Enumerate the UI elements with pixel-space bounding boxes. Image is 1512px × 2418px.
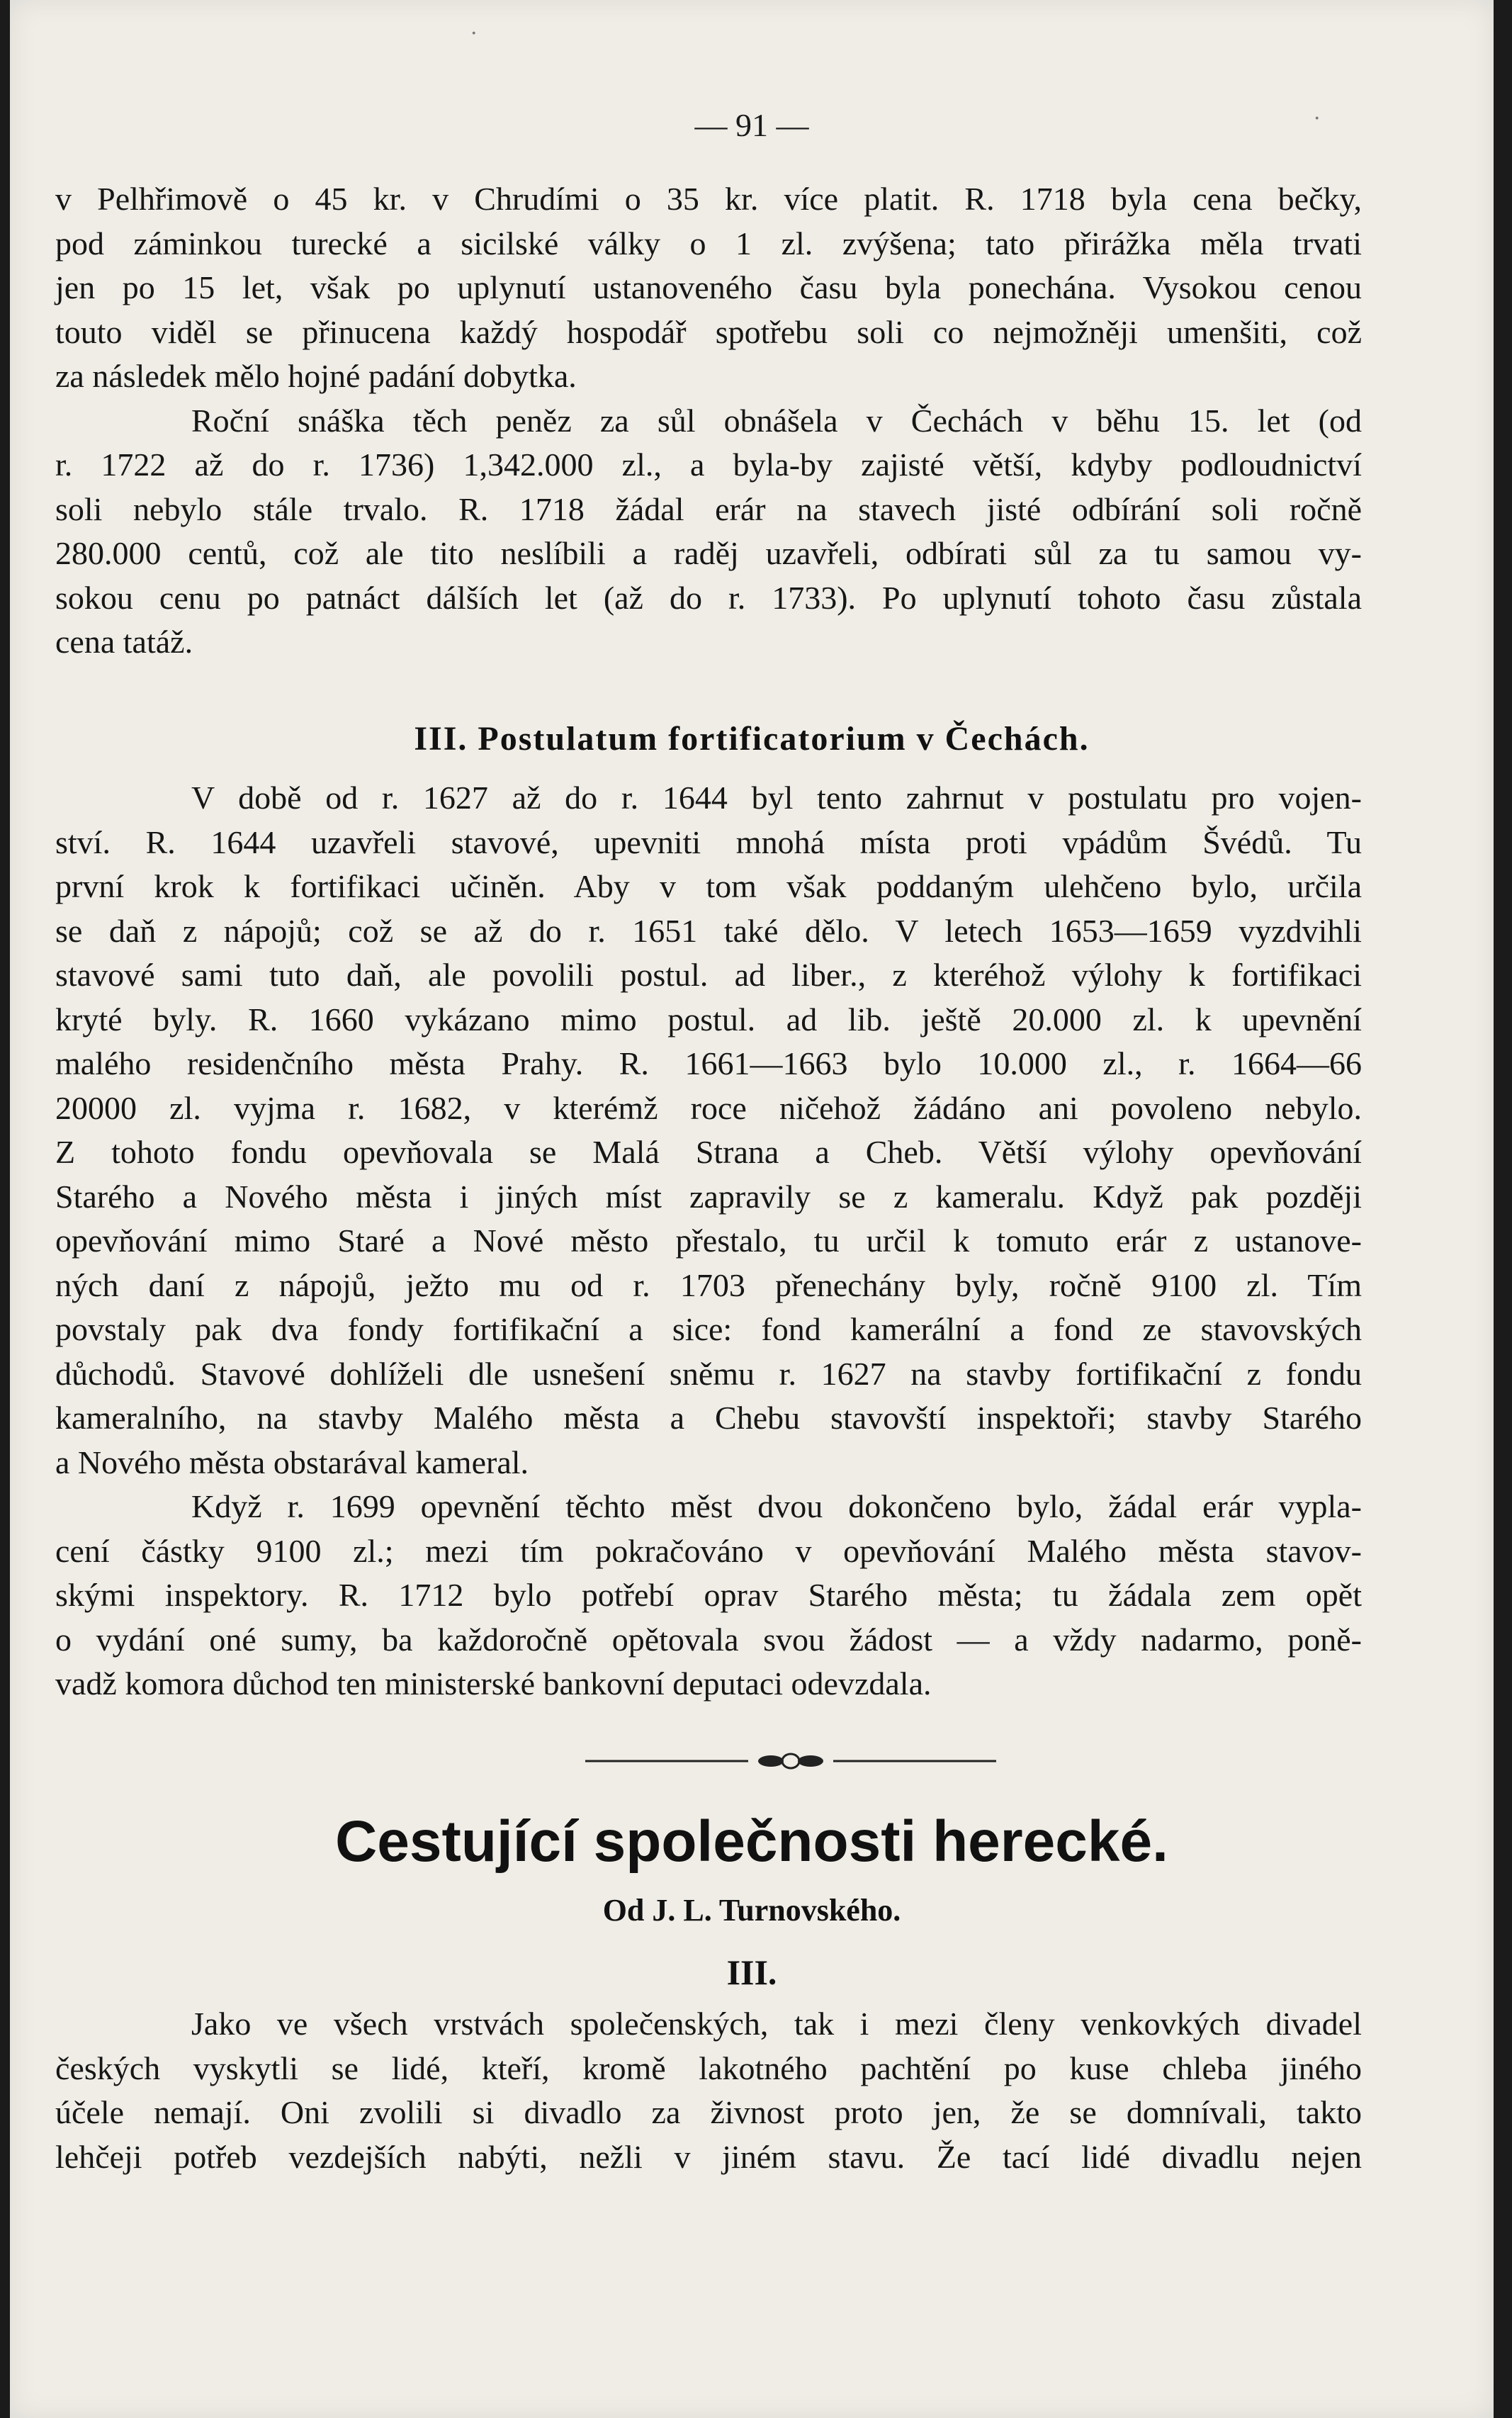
- text-line: první krok k fortifikaci učiněn. Aby v tom však poddaným ulehčeno bylo, určila: [55, 868, 1362, 904]
- document-page: [10, 0, 1494, 2418]
- text-line: ných daní z nápojů, ježto mu od r. 1703 přenechány byly, ročně 9100 zl. Tím: [55, 1266, 1362, 1303]
- text-line: českých vyskytli se lidé, kteří, kromě lakotného pachtění po kuse chleba jiného: [55, 2049, 1362, 2086]
- text-line: stavové sami tuto daň, ale povolili postul. ad liber., z kteréhož výlohy k fortifikaci: [55, 957, 1362, 993]
- text-line: v Pelhřimově o 45 kr. v Chrudími o 35 kr. více platit. R. 1718 byla cena bečky,: [55, 181, 1362, 217]
- text-line: a Nového města obstarával kameral.: [55, 1444, 529, 1480]
- text-line: V době od r. 1627 až do r. 1644 byl tento zahrnut v postulatu pro vojen-: [191, 780, 1362, 816]
- text-line: jen po 15 let, však po uplynutí ustanoveného času byla ponechána. Vysokou cenou: [55, 269, 1362, 305]
- scan-speck: ·: [1314, 106, 1321, 131]
- text-line: touto viděl se přinucena každý hospodář spotřebu soli co nejmožněji umenšiti, což: [55, 313, 1362, 350]
- text-line: lehčeji potřeb vezdejších nabýti, nežli v jiném stavu. Že tací lidé divadlu nejen: [55, 2138, 1362, 2175]
- text-line: cení částky 9100 zl.; mezi tím pokračováno v opevňování Malého města stavov-: [55, 1532, 1362, 1569]
- text-line: Z tohoto fondu opevňovala se Malá Strana a Cheb. Větší výlohy opevňování: [55, 1134, 1362, 1170]
- text-line: malého residenčního města Prahy. R. 1661—1663 bylo 10.000 zl., r. 1664—66: [55, 1045, 1362, 1081]
- text-line: soli nebylo stále trvalo. R. 1718 žádal erár na stavech jisté odbírání soli ročně: [55, 490, 1362, 527]
- text-line: ství. R. 1644 uzavřeli stavové, upevniti mnohá místa proti vpádům Švédů. Tu: [55, 823, 1362, 860]
- text-line: se daň z nápojů; což se až do r. 1651 také dělo. V letech 1653—1659 vyzdvihli: [55, 912, 1362, 949]
- text-line: kryté byly. R. 1660 vykázano mimo postul. ad lib. ještě 20.000 zl. k upevnění: [55, 1001, 1362, 1038]
- scan-speck: ·: [470, 21, 478, 46]
- intro-text: [55, 183, 1362, 670]
- section-heading: III. Postulatum fortificatorium v Čechách.: [414, 720, 1090, 758]
- text-line: Starého a Nového města i jiných míst zapravily se z kameralu. Když pak později: [55, 1178, 1362, 1215]
- text-line: kameralního, na stavby Malého města a Chebu stavovští inspektoři; stavby Starého: [55, 1400, 1362, 1436]
- text-line: účele nemají. Oni zvolili si divadlo za živnost proto jen, že se domnívali, takto: [55, 2094, 1362, 2130]
- text-line: pod záminkou turecké a sicilské války o 1 zl. zvýšena; tato přirážka měla trvati: [55, 225, 1362, 262]
- text-line: důchodů. Stavové dohlíželi dle usnešení sněmu r. 1627 na stavby fortifikační z fondu: [55, 1355, 1362, 1392]
- article-byline: Od J. L. Turnovského.: [602, 1893, 901, 1928]
- ornament-divider: [585, 1750, 996, 1772]
- text-line: cena tatáž.: [55, 624, 193, 660]
- text-line: 280.000 centů, což ale tito neslíbili a raděj uzavřeli, odbírati sůl za tu samou vy-: [55, 535, 1362, 571]
- text-line: opevňování mimo Staré a Nové město přestalo, tu určil k tomuto erár z ustanove-: [55, 1222, 1362, 1259]
- text-line: za následek mělo hojné padání dobytka.: [55, 358, 577, 394]
- section-text: [55, 782, 1362, 1712]
- text-line: 20000 zl. vyjma r. 1682, v kterémž roce ničehož žádáno ani povoleno nebylo.: [55, 1089, 1362, 1126]
- text-line: skými inspektory. R. 1712 bylo potřebí oprav Starého města; tu žádala zem opět: [55, 1577, 1362, 1613]
- text-line: sokou cenu po patnáct dálších let (až do r. 1733). Po uplynutí tohoto času zůstala: [55, 579, 1362, 616]
- text-line: Roční snáška těch peněz za sůl obnášela v Čechách v běhu 15. let (od: [191, 402, 1362, 439]
- text-line: povstaly pak dva fondy fortifikační a sice: fond kamerální a fond ze stavovských: [55, 1311, 1362, 1347]
- text-line: Jako ve všech vrstvách společenských, tak i mezi členy venkovkých divadel: [191, 2006, 1362, 2042]
- text-line: Když r. 1699 opevnění těchto měst dvou dokončeno bylo, žádal erár vypla-: [191, 1488, 1362, 1524]
- page-number: — 91 —: [694, 107, 809, 143]
- text-line: o vydání oné sumy, ba každoročně opětovala svou žádost — a vždy nadarmo, poně-: [55, 1621, 1362, 1658]
- article-text: [55, 2008, 1362, 2185]
- text-line: r. 1722 až do r. 1736) 1,342.000 zl., a byla-by zajisté větší, kdyby podloudnictví: [55, 446, 1362, 483]
- article-part-number: III.: [726, 1952, 777, 1992]
- article-title: Cestující společnosti herecké.: [335, 1809, 1168, 1874]
- text-line: vadž komora důchod ten ministerské bankovní deputaci odevzdala.: [55, 1665, 932, 1702]
